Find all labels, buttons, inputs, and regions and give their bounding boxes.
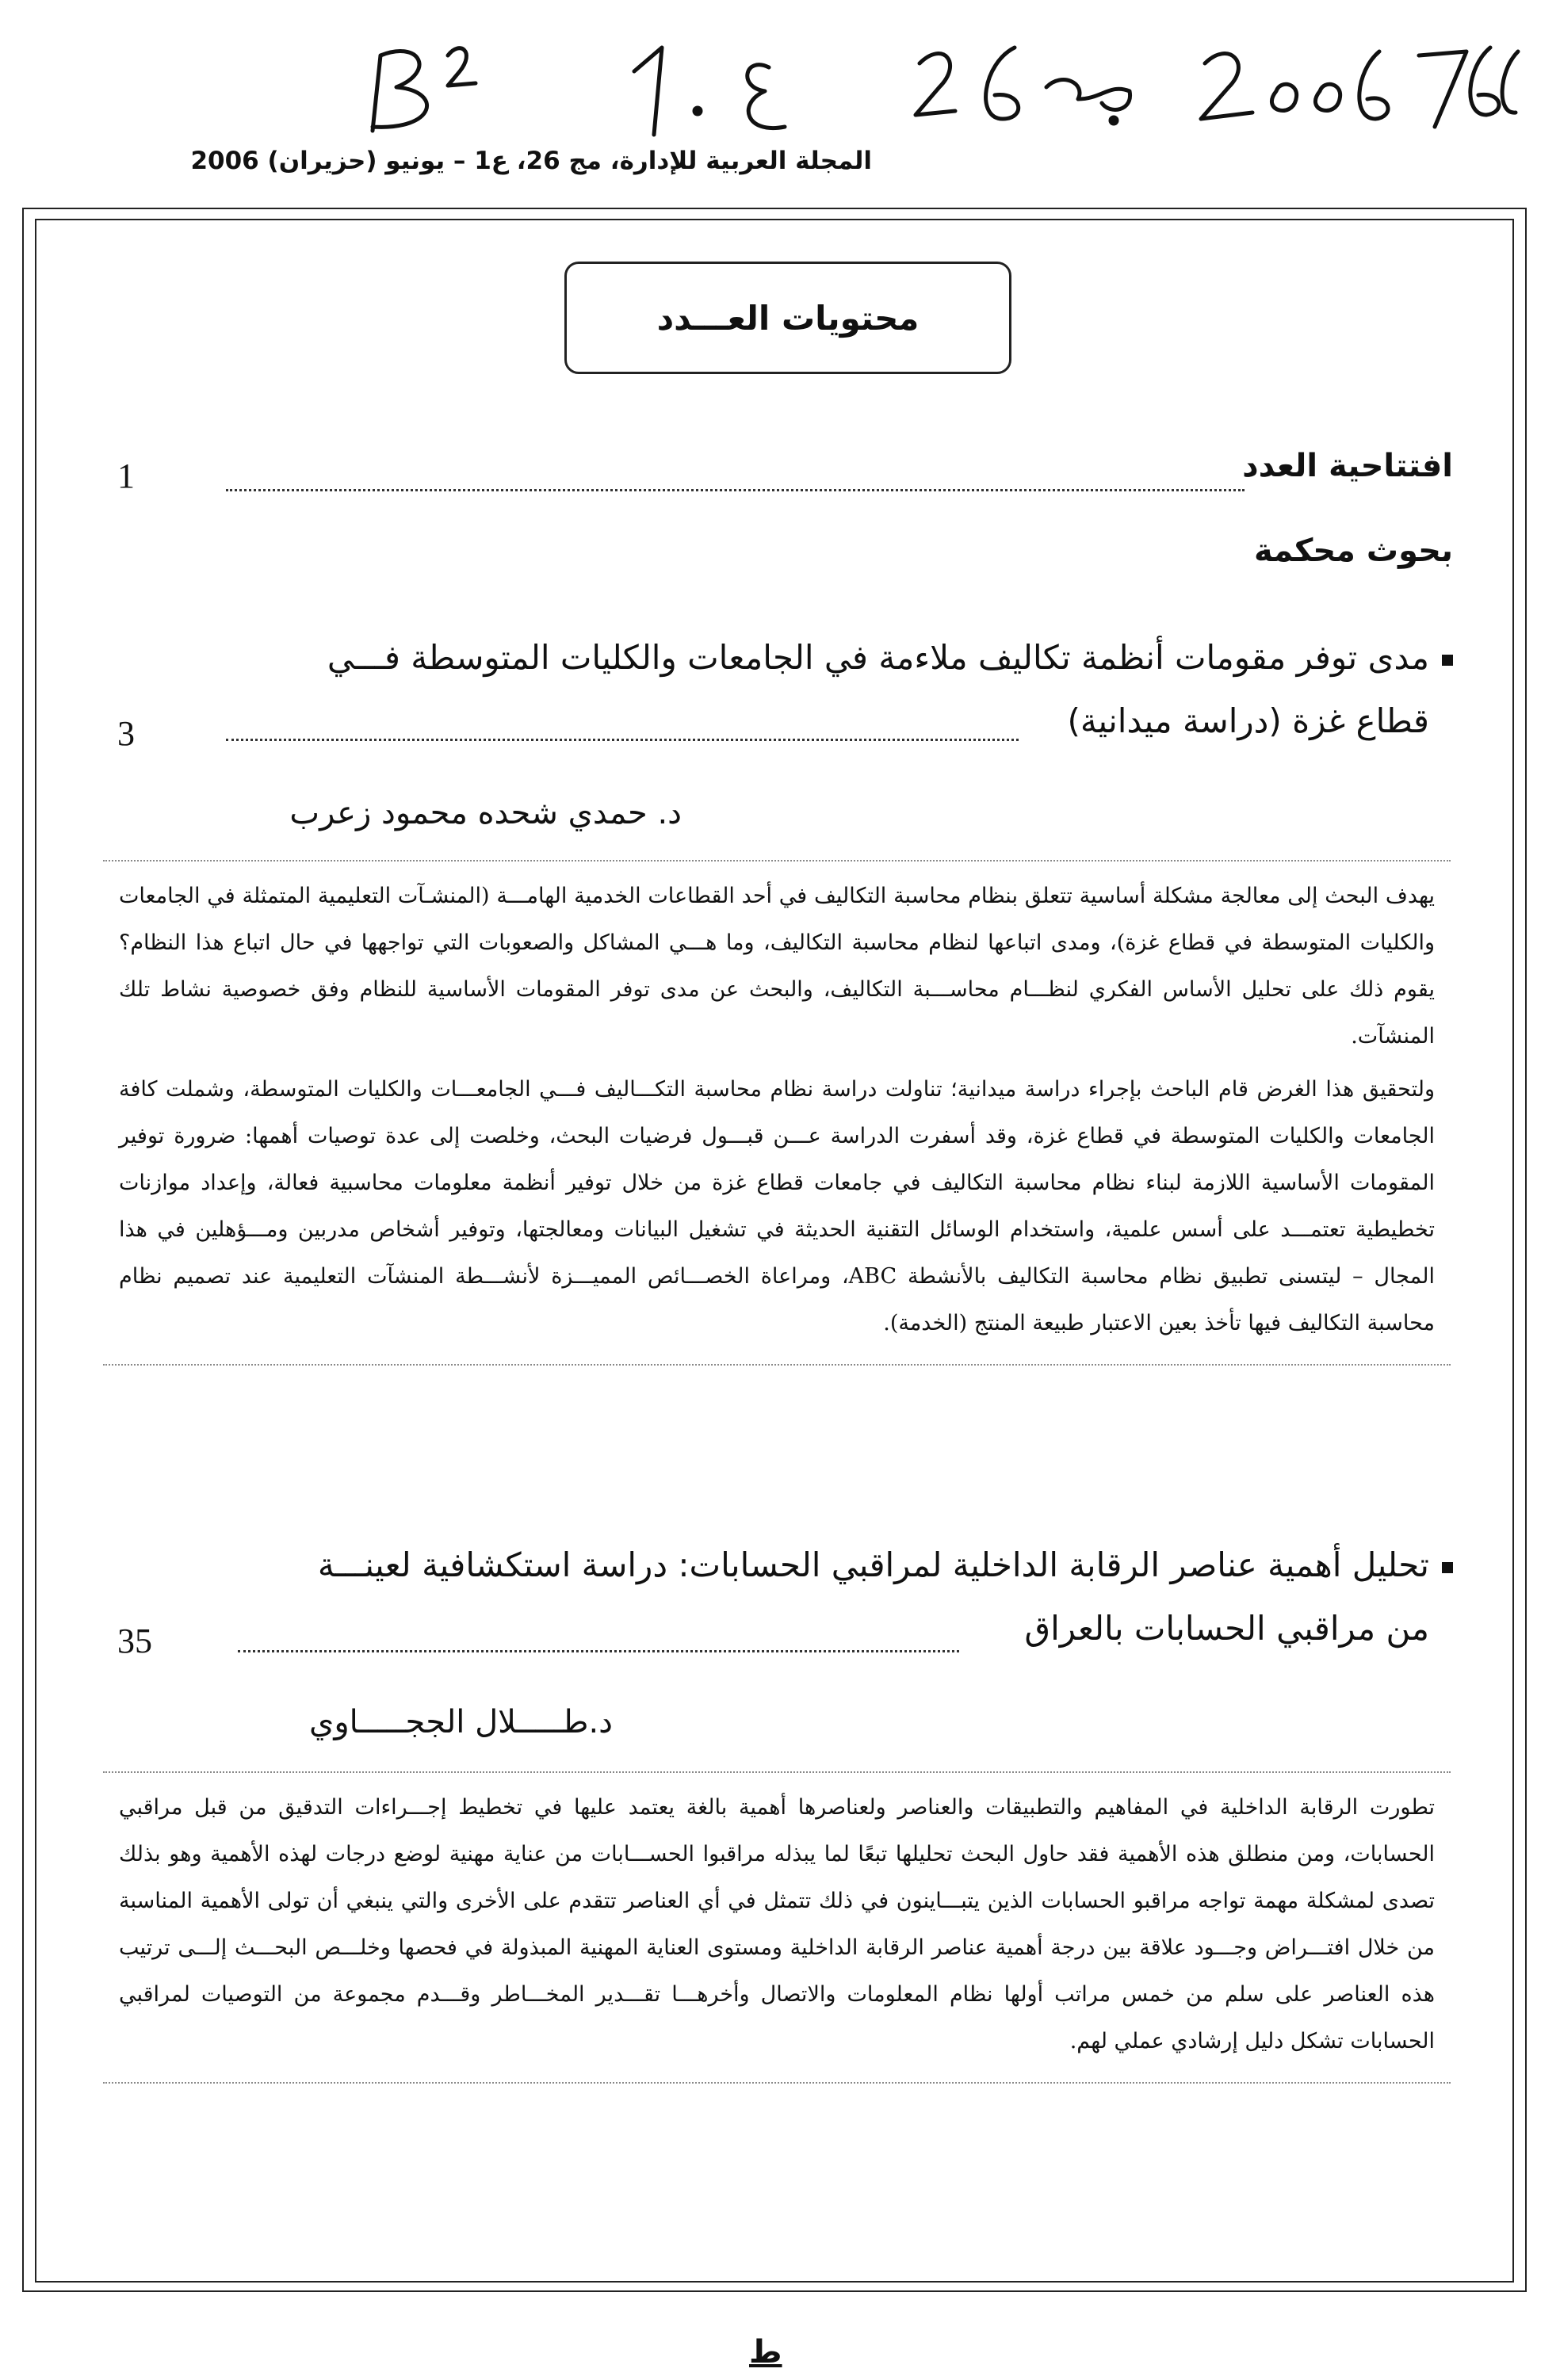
article-author: د.طـــــلال الججـــــاوي	[309, 1704, 613, 1740]
abstract-paragraph: تطورت الرقابة الداخلية في المفاهيم والتطبيقات والعناصر ولعناصرها أهمية بالغة يعتمد عليها في تخطيط إجـــراءات التدقيق من قبل مراقبي الحسابات، ومن منطلق هذه الأهمية فقد حاول البحث تحليلها تبعًا لما يبذله مراقبوا الحســـابات من عناية مهنية لوضع درجات لهذه الأهمية وهو بذلك تصدى لمشكلة مهمة تواجه مراقبو الحسابات الذين يتبـــاينون في ذلك تتمثل في أي العناصر تتقدم على الأخرى والتي ينبغي أن تولى الأهمية المناسبة من خلال افتـــراض وجـــود علاقة بين درجة أهمية عناصر الرقابة الداخلية ومستوى العناية المهنية المبذولة في فحصها وخلـــص البحـــث إلـــى ترتيب هذه العناصر على سلم من خمس مراتب أولها نظام المعلومات والاتصال وأخرهـــا تقـــدير المخـــاطر وقـــدم مجموعة من التوصيات لمراقبي الحسابات تشكل دليل إرشادي عملي لهم.	[119, 1795, 1435, 2053]
handwritten-catalog-note	[349, 24, 1522, 143]
abstract-paragraph: يهدف البحث إلى معالجة مشكلة أساسية تتعلق بنظام محاسبة التكاليف في أحد القطاعات الخدمية الهامـــة (المنشـآت التعليمية المتمثلة في الجامعات والكليات المتوسطة في قطاع غزة)، ومدى اتباعها لنظام محاسبة التكاليف، وما هـــي المشاكل والصعوبات التي تواجهها في حال اتباع هذا النظام؟ يقوم ذلك على تحليل الأساس الفكري لنظـــام محاســـبة التكاليف، والبحث عن مدى توفر المقومات الأساسية للنظام وفق خصوصية نشاط تلك المنشآت.	[119, 884, 1435, 1049]
section-heading: بحوث محكمة	[1254, 533, 1453, 569]
article-abstract	[103, 1771, 1451, 2084]
article-author: د. حمدي شحده محمود زعرب	[289, 795, 682, 831]
toc-article-page: 35	[117, 1622, 152, 1660]
article-abstract	[103, 860, 1451, 1366]
contents-title: محتويات العـــدد	[564, 262, 1011, 374]
toc-article-page: 3	[117, 714, 135, 753]
bullet-icon	[1442, 1562, 1453, 1573]
toc-editorial-page: 1	[117, 457, 135, 495]
toc-editorial-label: افتتاحية العدد	[1242, 448, 1453, 484]
toc-article-title: مدى توفر مقومات أنظمة تكاليف ملاءمة في الجامعات والكليات المتوسطة فـــي	[153, 626, 1453, 690]
toc-dot-leader	[238, 1650, 959, 1652]
journal-header: المجلة العربية للإدارة، مج 26، ع1 – يونيو (حزيران) 2006	[190, 147, 872, 175]
abstract-paragraph: ولتحقيق هذا الغرض قام الباحث بإجراء دراسة ميدانية؛ تناولت دراسة نظام محاسبة التكـــاليف فـــي الجامعـــات والكليات المتوسطة، وشملت كافة الجامعات والكليات المتوسطة في قطاع غزة، وقد أسفرت الدراسة عـــن قبـــول فرضيات البحث، وخلصت إلى عدة توصيات أهمها: ضرورة توفير المقومات الأساسية اللازمة لبناء نظام محاسبة التكاليف في جامعات قطاع غزة من خلال توفير أنظمة معلومات محاسبية فعالة، وإعداد موازنات تخطيطية تعتمـــد على أسس علمية، واستخدام الوسائل التقنية الحديثة في تشغيل البيانات ومعالجتها، وتوفير أشخاص مدربين ومـــؤهلين في هذا المجال – ليتسنى تطبيق نظام محاسبة التكاليف بالأنشطة ABC، ومراعاة الخصـــائص المميـــزة لأنشـــطة المنشآت التعليمية عند تصميم نظام محاسبة التكاليف فيها تأخذ بعين الاعتبار طبيعة المنتج (الخدمة).	[119, 1077, 1435, 1335]
footer-page-mark: ط	[749, 2334, 782, 2370]
toc-dot-leader	[226, 489, 1245, 491]
toc-article-title-line2: من مراقبي الحسابات بالعراق	[1024, 1609, 1429, 1648]
bullet-icon	[1442, 655, 1453, 666]
toc-article-title: تحليل أهمية عناصر الرقابة الداخلية لمراقبي الحسابات: دراسة استكشافية لعينـــة	[153, 1534, 1453, 1597]
toc-dot-leader	[226, 739, 1019, 741]
toc-article-title-line2: قطاع غزة (دراسة ميدانية)	[1067, 701, 1429, 740]
